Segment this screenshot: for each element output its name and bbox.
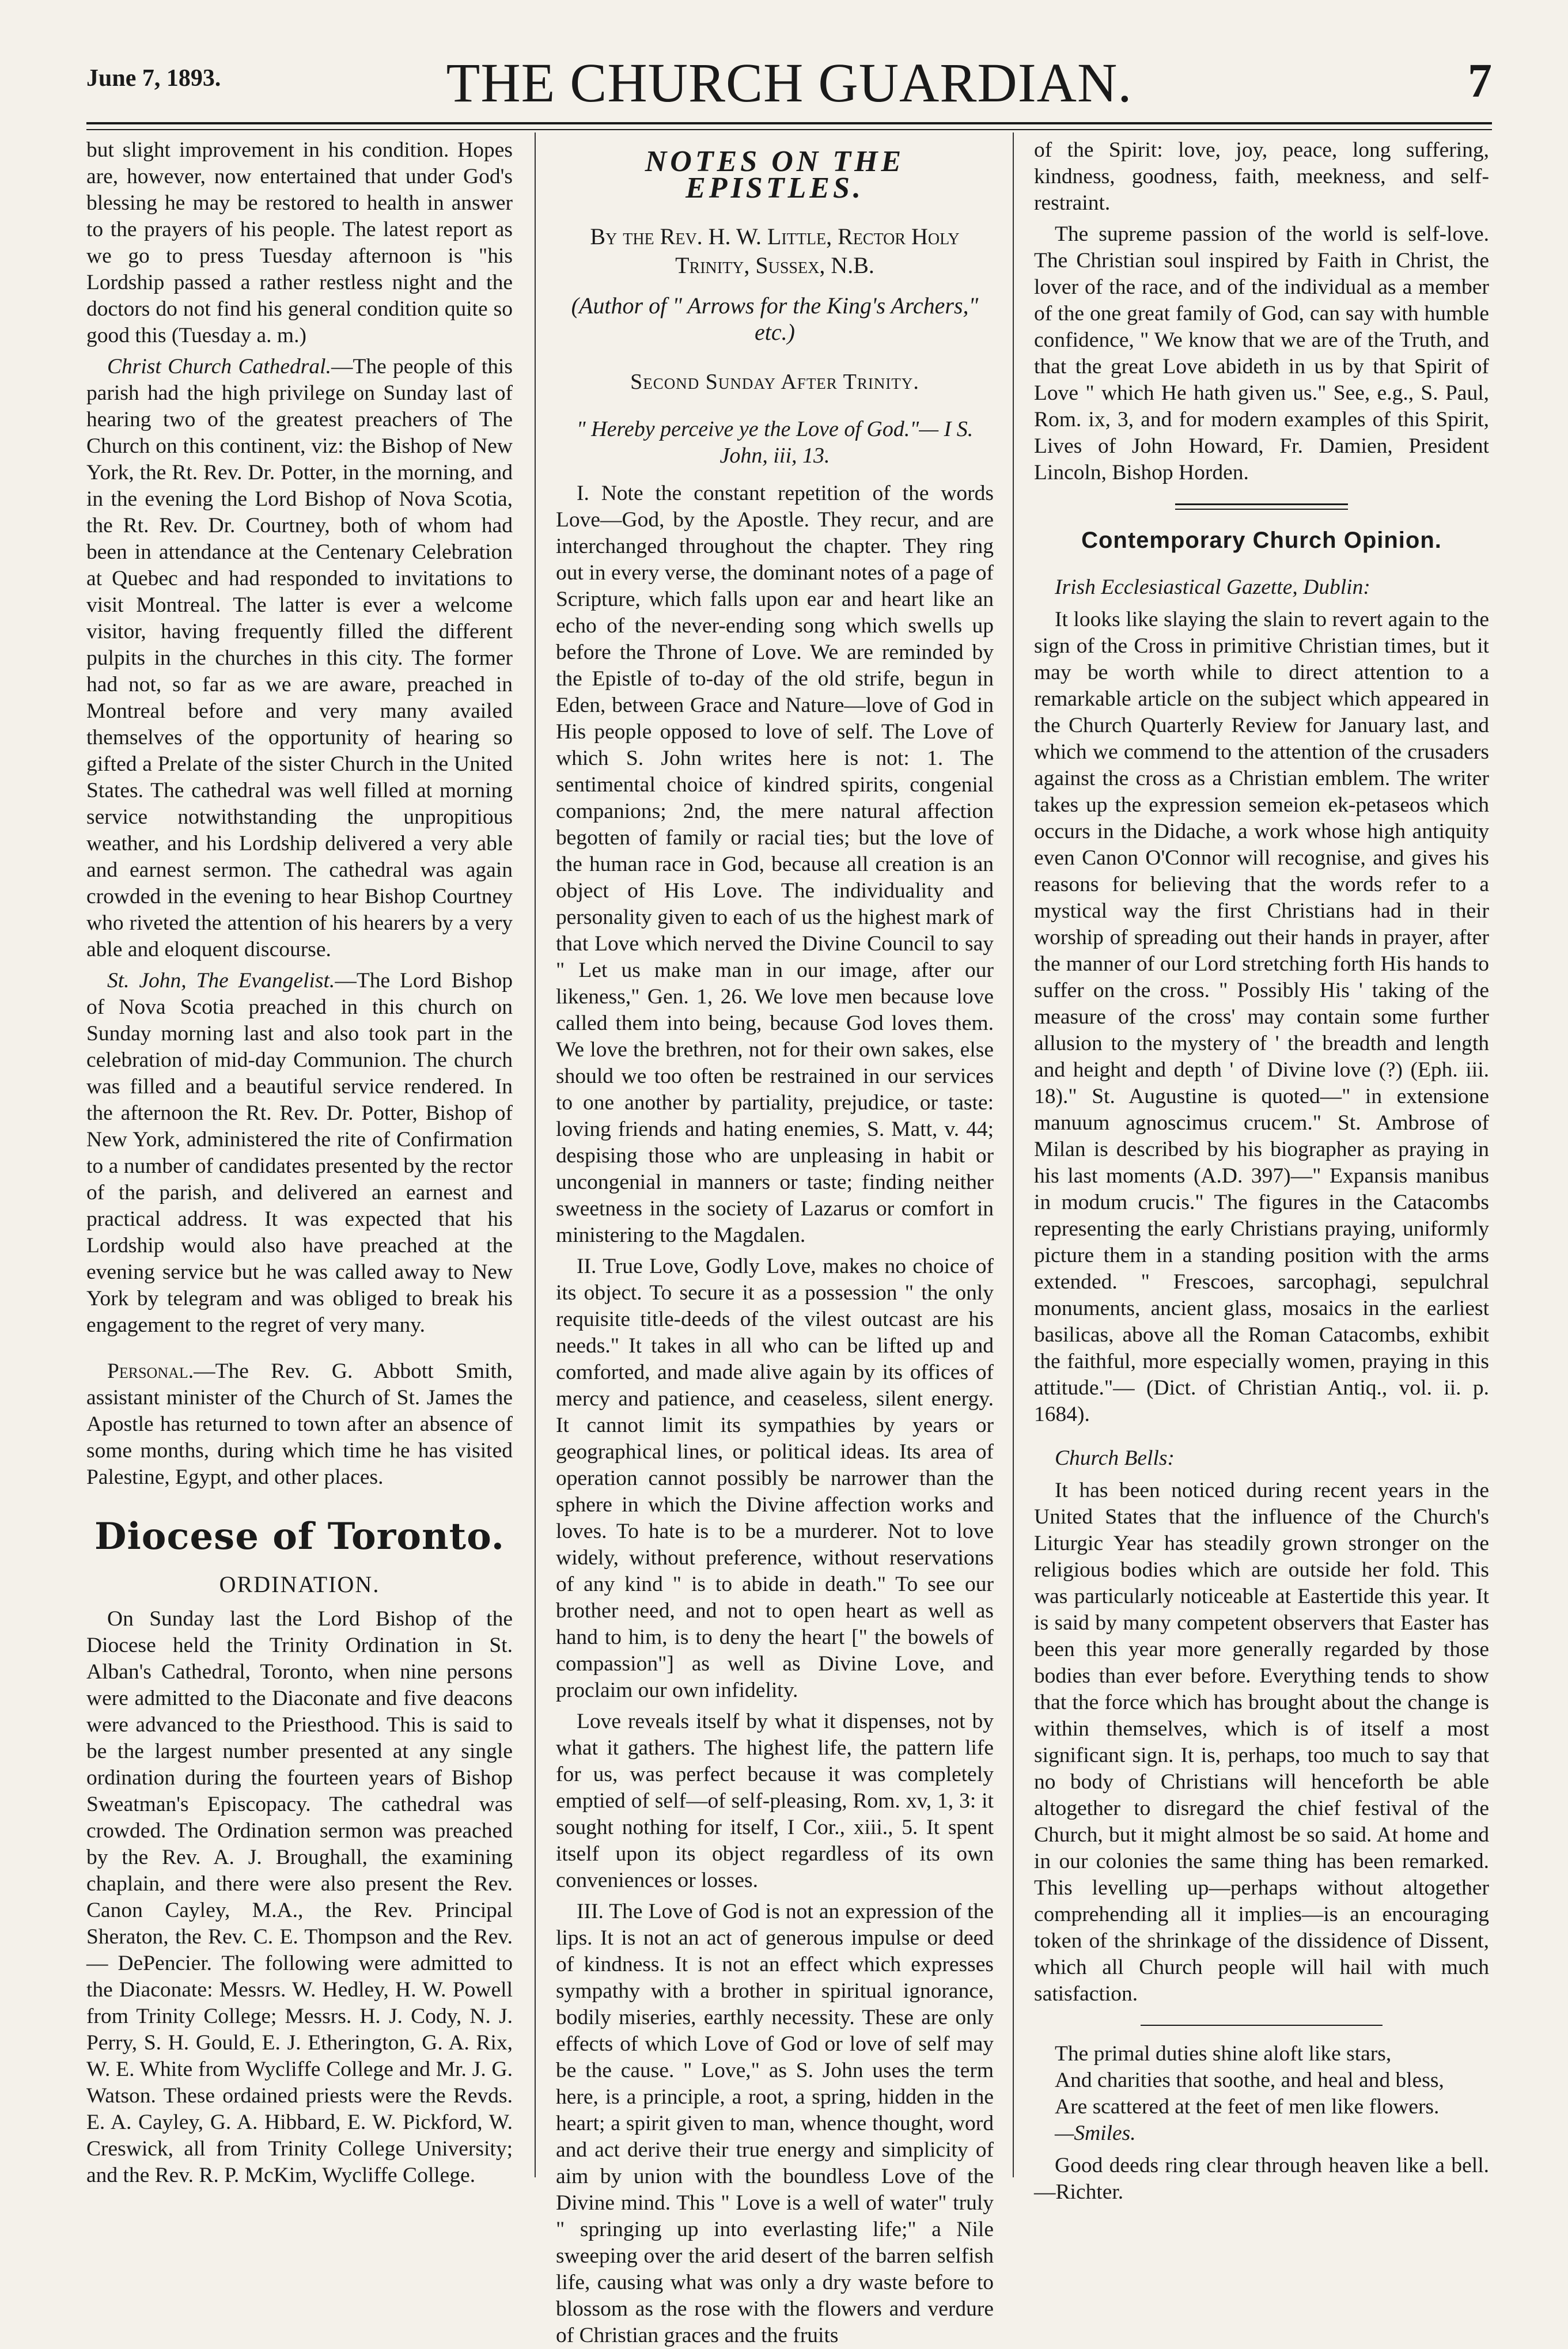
poem-line: The primal duties shine aloft like stars, <box>1055 2042 1392 2066</box>
column-2 <box>556 137 994 2347</box>
masthead <box>86 23 1492 115</box>
paragraph <box>86 1358 513 1491</box>
article-heading: NOTES ON THE EPISTLES. <box>645 145 905 204</box>
closing-quote: Good deeds ring clear through heaven like a bell.—Richter. <box>1034 2154 1489 2204</box>
article-text: —The people of this parish had the high privilege on Sunday last of hearing two of the greatest preachers of The Church on this continent, viz: the Bishop of New York, the Rt. Rev. Dr. Potter, in the morning, and in the evening the Lord Bishop of Nova Scotia, the Rt. Rev. Dr. Courtney, both of whom had been in attendance at the Centenary Celebration at Quebec and had responded to invitations to visit Montreal. The latter is ever a welcome visitor, having frequently filled the different pulpits in the churches in this city. The former had not, so far as we are aware, preached in Montreal before and very many availed themselves of the opportunity of hearing so gifted a Prelate of the sister Church in the United States. The cathedral was well filled at morning service notwithstanding the unpropitious weather, and his Lordship delivered a very able and earnest sermon. The cathedral was again crowded in the evening to hear Bishop Courtney who riveted the attention of his hearers by a very able and eloquent discourse. <box>86 355 513 961</box>
column-divider <box>535 132 536 2177</box>
issue-date: June 7, 1893. <box>86 65 221 92</box>
author-note: (Author of " Arrows for the King's Archers," etc.) <box>571 293 979 345</box>
paragraph: but slight improvement in his condition. Hopes are, however, now entertained that under God's blessing he may be restored to health in answer to the prayers of his people. The latest report as we go to press Tuesday afternoon is "his Lordship passed a rather restless night and the doctors do not find his general condition quite so good this (Tuesday a. m.) <box>86 138 513 347</box>
poem-line: And charities that soothe, and heal and bless, <box>1055 2068 1444 2092</box>
paragraph <box>86 354 513 963</box>
diocese-heading: Diocese of Toronto. <box>94 1515 505 1558</box>
article-text: —The Lord Bishop of Nova Scotia preached in this church on Sunday morning last and also took part in the celebration of mid-day Communion. The church was filled and a beautiful service rendered. In the afternoon the Rt. Rev. Dr. Potter, Bishop of New York, administered the rite of Confirmation to a number of candidates presented by the rector of the parish, and delivered an earnest and practical address. It was expected that his Lordship would also have preached at the evening service but he was called away to New York by telegram and was obliged to break his engagement to the regret of very many. <box>86 969 513 1337</box>
newspaper-title: THE CHURCH GUARDIAN. <box>446 52 1133 113</box>
column-3 <box>1034 137 1489 2204</box>
paragraph: The supreme passion of the world is self-love. The Christian soul inspired by Faith in Christ, the lover of the race, and of the individual as a member of the one great family of God, can say with humble confidence, " We know that we are of the Truth, and that the great Love abideth in us by that Spirit of Love " which He hath given us." See, e.g., S. Paul, Rom. ix, 3, and for modern examples of this Spirit, Lives of John Howard, Fr. Damien, President Lincoln, Bishop Horden. <box>1034 222 1489 484</box>
paragraph: III. The Love of God is not an expression of the lips. It is not an act of generous impulse or deed of kindness. It is not an effect which expresses sympathy with a brother in spiritual ignorance, bodily miseries, earthly necessity. These are only effects of which Love of God or love of self may be the cause. " Love," as S. John uses the term here, is a principle, a root, a spring, hidden in the heart; a spirit given to man, whence thought, word and act derive their true energy and simplicity of aim by union with the boundless Love of the Divine mind. This " Love is a well of water" truly " springing up into everlasting life;" a Nile sweeping over the arid desert of the barren selfish life, causing what was only a dry waste before to blossom as the rose with the flowers and verdure of Christian graces and the fruits <box>556 1900 994 2347</box>
sunday-heading: Second Sunday After Trinity. <box>630 370 919 394</box>
poem <box>1055 2041 1489 2147</box>
source-label: Church Bells: <box>1055 1446 1175 1470</box>
ordination-heading: ORDINATION. <box>219 1571 380 1597</box>
section-title: Contemporary Church Opinion. <box>1081 528 1442 553</box>
section-divider <box>1175 503 1348 510</box>
article-label: Christ Church Cathedral. <box>107 355 331 378</box>
paragraph: It looks like slaying the slain to revert again to the sign of the Cross in primitive Christian times, but it may be worth while to direct attention to a remarkable article on the subject which appeared in the Church Quarterly Review for January last, and which we commend to the attention of the crusaders against the cross as a Christian emblem. The writer takes up the expression semeion ek-petaseos which occurs in the Didache, a work whose high antiquity even Canon O'Connor will recognise, and gives his reasons for believing that the words refer to a mystical way the first Christians had in their worship of spreading out their hands in prayer, after the manner of our Lord stretching forth His hands to suffer on the cross. " Possibly His ' taking of the measure of the cross' may contain some further allusion to the mystery of ' the breadth and length and height and depth ' of Divine love (?) (Eph. iii. 18)." St. Augustine is quoted—" in extensione manuum agnoscimus crucem." St. Ambrose of Milan is described by his biographer as praying in his last moments (A.D. 397)—" Expansis manibus in modum crucis." The figures in the Catacombs representing the early Christians praying, uniformly picture them in a standing position with the arms extended. " Frescoes, sarcophagi, sepulchral monuments, ancient glass, mosaics in the earliest basilicas, above all the Roman Catacombs, exhibit the faithful, more especially women, praying in this attitude."— (Dict. of Christian Antiq., vol. ii. p. 1684). <box>1034 608 1489 1426</box>
paragraph: On Sunday last the Lord Bishop of the Diocese held the Trinity Ordination in St. Alban's Cathedral, Toronto, when nine persons were admitted to the Diaconate and five deacons were advanced to the Priesthood. This is said to be the largest number presented at any single ordination during the fourteen years of Bishop Sweatman's Episcopacy. The cathedral was crowded. The Ordination sermon was preached by the Rev. A. J. Broughall, the examining chaplain, and there were also present the Rev. Canon Cayley, M.A., the Rev. Principal Sheraton, the Rev. C. E. Thompson and the Rev. — DePencier. The following were admitted to the Diaconate: Messrs. W. Hedley, H. W. Powell from Trinity College; Messrs. H. J. Cody, N. J. Perry, S. H. Gould, E. J. Etherington, G. A. Rix, W. E. White from Wycliffe College and Mr. J. G. Watson. These ordained priests were the Revds. E. A. Cayley, G. A. Hibbard, E. W. Pickford, W. Creswick, all from Trinity College University; and the Rev. R. P. McKim, Wycliffe College. <box>86 1607 513 2187</box>
source-label: Irish Ecclesiastical Gazette, Dublin: <box>1055 575 1370 599</box>
masthead-rule <box>86 122 1492 130</box>
paragraph: I. Note the constant repetition of the words Love—God, by the Apostle. They recur, and are interchanged throughout the chapter. They ring out in every verse, the dominant notes of a page of Scripture, which falls upon ear and heart like an echo of the never-ending song which swells up before the Throne of Love. We are reminded by the Epistle of to-day of the old strife, begun in Eden, between Grace and Nature—love of God in His people opposed to love of self. The Love of which S. John writes here is not: 1. The sentimental choice of kindred spirits, congenial companions; 2nd, the mere natural affection begotten of family or racial ties; but the love of the human race in God, because all creation is an object of His Love. The individuality and personality given to each of us the highest mark of that Love which nerved the Divine Council to say " Let us make man in our image, after our likeness," Gen. 1, 26. We love men because love called them into being, because God loves them. We love the brethren, not for their own sakes, else should we too often be restrained in our services to one another by partiality, prejudice, or taste: loving friends and hating enemies, S. Matt, v. 44; despising those who are unpleasing in habit or uncongenial in manners or taste; finding neither sweetness in the society of Lazarus or comfort in ministering to the Magdalen. <box>556 482 994 1247</box>
article-label: Personal. <box>107 1359 194 1383</box>
paragraph: It has been noticed during recent years in the United States that the influence of the Church's Liturgic Year has steadily grown stronger on the religious bodies which are outside her fold. This was particularly noticeable at Eastertide this year. It is said by many competent observers that Easter has been this year more generally regarded by those bodies than ever before. Everything tends to show that the force which has brought about the change is within themselves, which is of itself a most significant sign. It is, perhaps, too much to say that no body of Christians will henceforth be able altogether to disregard the chief festival of the Church, but it might almost be so said. At home and in our colonies the same thing has been remarked. This levelling up—perhaps without altogether comprehending all it implies—is an encouraging token of the shrinkage of the dissidence of Dissent, which all Church people will hail with much satisfaction. <box>1034 1479 1489 2006</box>
divider <box>1141 2025 1383 2026</box>
paragraph: Love reveals itself by what it dispenses, not by what it gathers. The highest life, the pattern life for us, was perfect because it was completely emptied of self—of self-pleasing, Rom. xv, 1, 3: it sought nothing for itself, I Cor., xiii., 5. It spent itself upon its object regardless of its own conveniences or losses. <box>556 1710 994 1892</box>
byline: By the Rev. H. W. Little, Rector Holy Trinity, Sussex, N.B. <box>590 223 960 278</box>
column-divider <box>1013 132 1014 2177</box>
column-1 <box>86 137 513 2188</box>
paragraph: II. True Love, Godly Love, makes no choice of its object. To secure it as a possession " the only requisite title-deeds of the vilest outcast are his needs." It takes in all who can be lifted up and comforted, and made alive again by its offices of mercy and patience, and ceaseless, silent energy. It cannot limit its sympathies by years or geographical lines, or political ideas. Its area of operation cannot possibly be narrower than the sphere in which the Divine affection works and loves. To hate is to be a murderer. Not to love widely, without preference, without reservations of any kind " is to abide in death." To see our brother need, and not to open heart as well as hand to him, is to deny the heart [" the bowels of compassion"] as well as Divine Love, and proclaim our own infidelity. <box>556 1255 994 1702</box>
article-label: St. John, The Evangelist. <box>107 969 335 992</box>
page-number: 7 <box>1468 54 1492 108</box>
paragraph <box>86 968 513 1339</box>
article-text: —The Rev. G. Abbott Smith, assistant minister of the Church of St. James the Apostle has returned to town after an absence of some months, during which time he has visited Palestine, Egypt, and other places. <box>86 1359 513 1489</box>
paragraph: of the Spirit: love, joy, peace, long suffering, kindness, goodness, faith, meekness, and self-restraint. <box>1034 138 1489 215</box>
scripture-quote: " Hereby perceive ye the Love of God."— I S. John, iii, 13. <box>576 417 974 468</box>
poem-line: Are scattered at the feet of men like flowers. <box>1055 2095 1440 2119</box>
poem-attribution: —Smiles. <box>1055 2121 1136 2145</box>
